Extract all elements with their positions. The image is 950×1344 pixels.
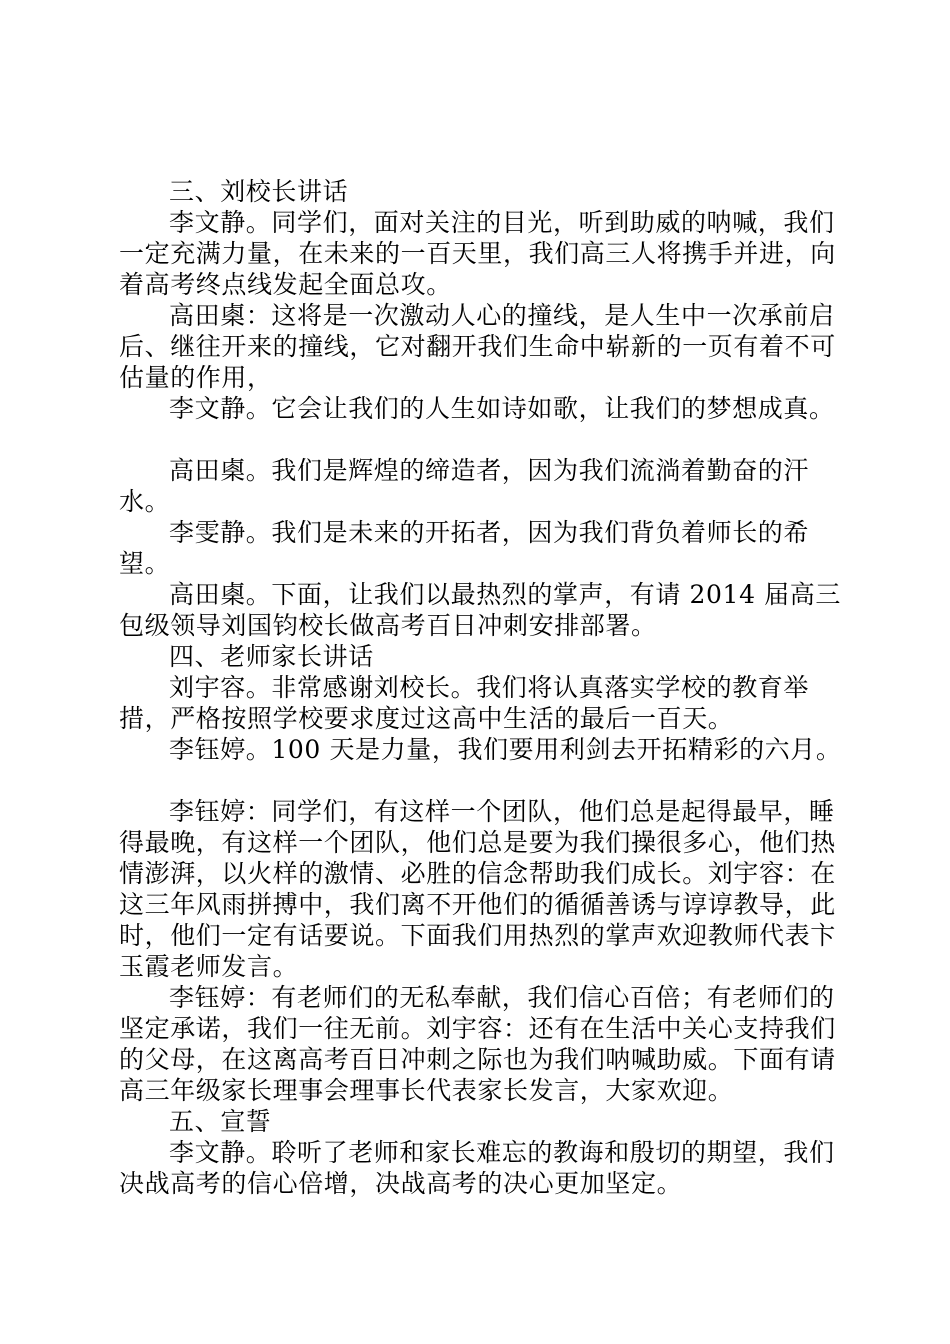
paragraph: 李钰婷：有老师们的无私奉献，我们信心百倍；有老师们的坚定承诺，我们一往无前。刘宇容：还有在生活中关心支持我们的父母，在这离高考百日冲刺之际也为我们呐喊助威。下面有请高三年级家长理事会理事长代表家长发言，大家欢迎。	[119, 983, 836, 1105]
paragraph: 李雯静。我们是未来的开拓者，因为我们背负着师长的希望。	[119, 518, 810, 578]
paragraph: 李文静。同学们，面对关注的目光，听到助威的呐喊，我们一定充满力量，在未来的一百天里，我们高三人将携手并进，向着高考终点线发起全面总攻。	[119, 208, 836, 299]
paragraph: 李钰婷。100 天是力量，我们要用利剑去开拓精彩的六月。	[169, 735, 842, 764]
paragraph: 高田㮚：这将是一次激动人心的撞线，是人生中一次承前启后、继往开来的撞线，它对翻开我们生命中崭新的一页有着不可估量的作用，	[119, 301, 836, 392]
section-heading-4: 四、老师家长讲话	[169, 642, 374, 671]
paragraph: 李钰婷：同学们，有这样一个团队，他们总是起得最早，睡得最晚，有这样一个团队，他们总是要为我们操很多心，他们热情澎湃，以火样的激情、必胜的信念帮助我们成长。刘宇容：在这三年风雨拼搏中，我们离不开他们的循循善诱与谆谆教导，此时，他们一定有话要说。下面我们用热烈的掌声欢迎教师代表卞玉霞老师发言。	[119, 797, 836, 981]
paragraph: 李文静。它会让我们的人生如诗如歌，让我们的梦想成真。	[169, 394, 835, 423]
section-heading-3: 三、刘校长讲话	[169, 177, 349, 206]
paragraph: 李文静。聆听了老师和家长难忘的教诲和殷切的期望，我们决战高考的信心倍增，决战高考的决心更加坚定。	[119, 1138, 835, 1198]
document-body	[119, 176, 844, 1199]
paragraph: 高田㮚。下面，让我们以最热烈的掌声，有请 2014 届高三包级领导刘国钧校长做高考百日冲刺安排部署。	[119, 580, 841, 640]
section-heading-5: 五、宣誓	[169, 1107, 272, 1136]
paragraph: 高田㮚。我们是辉煌的缔造者，因为我们流淌着勤奋的汗水。	[119, 456, 810, 516]
paragraph: 刘宇容。非常感谢刘校长。我们将认真落实学校的教育举措，严格按照学校要求度过这高中生活的最后一百天。	[119, 673, 810, 733]
